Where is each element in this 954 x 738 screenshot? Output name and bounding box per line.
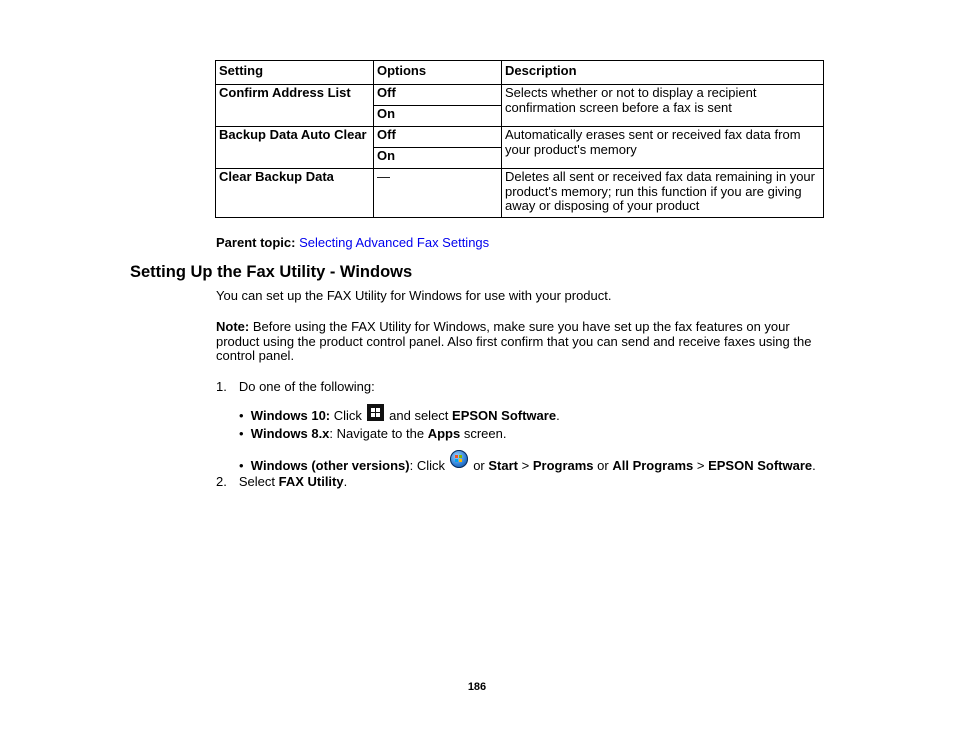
table-header-row — [216, 61, 824, 85]
bullet-label: Windows 8.x — [250, 426, 330, 441]
bullet-windows-8 — [239, 426, 506, 441]
bullet-dot: • — [239, 426, 244, 441]
intro-paragraph: You can set up the FAX Utility for Windows for use with your product. — [216, 288, 612, 303]
header-setting: Setting — [216, 61, 374, 85]
bullet-text: screen. — [460, 426, 507, 441]
step-text: . — [343, 474, 348, 489]
bullet-label: Windows 10: — [250, 408, 331, 423]
header-description: Description — [502, 61, 824, 85]
setting-cell: Clear Backup Data — [216, 169, 374, 218]
option-cell: Off — [374, 127, 502, 148]
option-cell: — — [374, 169, 502, 218]
bullet-text: > — [693, 458, 709, 473]
bullet-label: Windows (other versions) — [250, 458, 410, 473]
option-cell: On — [374, 106, 502, 127]
note-paragraph — [216, 320, 826, 364]
setting-cell: Confirm Address List — [216, 85, 374, 127]
bullet-text: and select — [385, 408, 453, 423]
description-cell: Deletes all sent or received fax data remaining in your product's memory; run this function if you are giving away or disposing of your product — [502, 169, 824, 218]
section-title: Setting Up the Fax Utility - Windows — [130, 263, 413, 281]
option-cell: Off — [374, 85, 502, 106]
windows-orb-icon — [450, 450, 468, 468]
settings-table — [215, 60, 824, 218]
parent-topic-link[interactable]: Selecting Advanced Fax Settings — [299, 235, 490, 250]
parent-topic-label: Parent topic: — [216, 235, 296, 250]
step-1 — [216, 380, 375, 395]
bullet-text: > — [518, 458, 533, 473]
bullet-target: All Programs — [612, 458, 694, 473]
bullet-windows-other — [239, 450, 816, 473]
bullet-text: or — [593, 458, 613, 473]
bullet-target: EPSON Software — [452, 408, 557, 423]
bullet-dot: • — [239, 408, 244, 423]
step-number: 2. — [216, 474, 227, 489]
description-cell: Selects whether or not to display a recipient confirmation screen before a fax is sent — [502, 85, 824, 127]
option-cell: On — [374, 148, 502, 169]
bullet-text: . — [556, 408, 560, 423]
bullet-target: Start — [488, 458, 519, 473]
bullet-text: . — [812, 458, 816, 473]
note-label: Note: — [216, 319, 250, 334]
parent-topic — [216, 236, 489, 251]
bullet-target: Programs — [532, 458, 594, 473]
setting-cell: Backup Data Auto Clear — [216, 127, 374, 169]
header-options: Options — [374, 61, 502, 85]
bullet-target: EPSON Software — [708, 458, 813, 473]
description-cell: Automatically erases sent or received fax data from your product's memory — [502, 127, 824, 169]
bullet-text: : Click — [409, 458, 449, 473]
bullet-windows-10 — [239, 404, 560, 423]
step-text: Select — [238, 474, 279, 489]
bullet-text: or — [469, 458, 489, 473]
bullet-text: : Navigate to the — [329, 426, 428, 441]
bullet-target: Apps — [427, 426, 461, 441]
step-text: Do one of the following: — [238, 379, 375, 394]
table-row — [216, 85, 824, 106]
step-target: FAX Utility — [278, 474, 344, 489]
step-number: 1. — [216, 379, 227, 394]
step-2 — [216, 475, 347, 490]
bullet-text: Click — [330, 408, 366, 423]
table-row — [216, 127, 824, 148]
page-number: 186 — [467, 681, 487, 693]
windows-start-icon — [367, 404, 384, 421]
table-row — [216, 169, 824, 218]
bullet-dot: • — [239, 458, 244, 473]
note-text: Before using the FAX Utility for Windows, make sure you have set up the fax features on your product using the product control panel. Also first confirm that you can send and receive faxes using the control panel. — [216, 319, 812, 363]
